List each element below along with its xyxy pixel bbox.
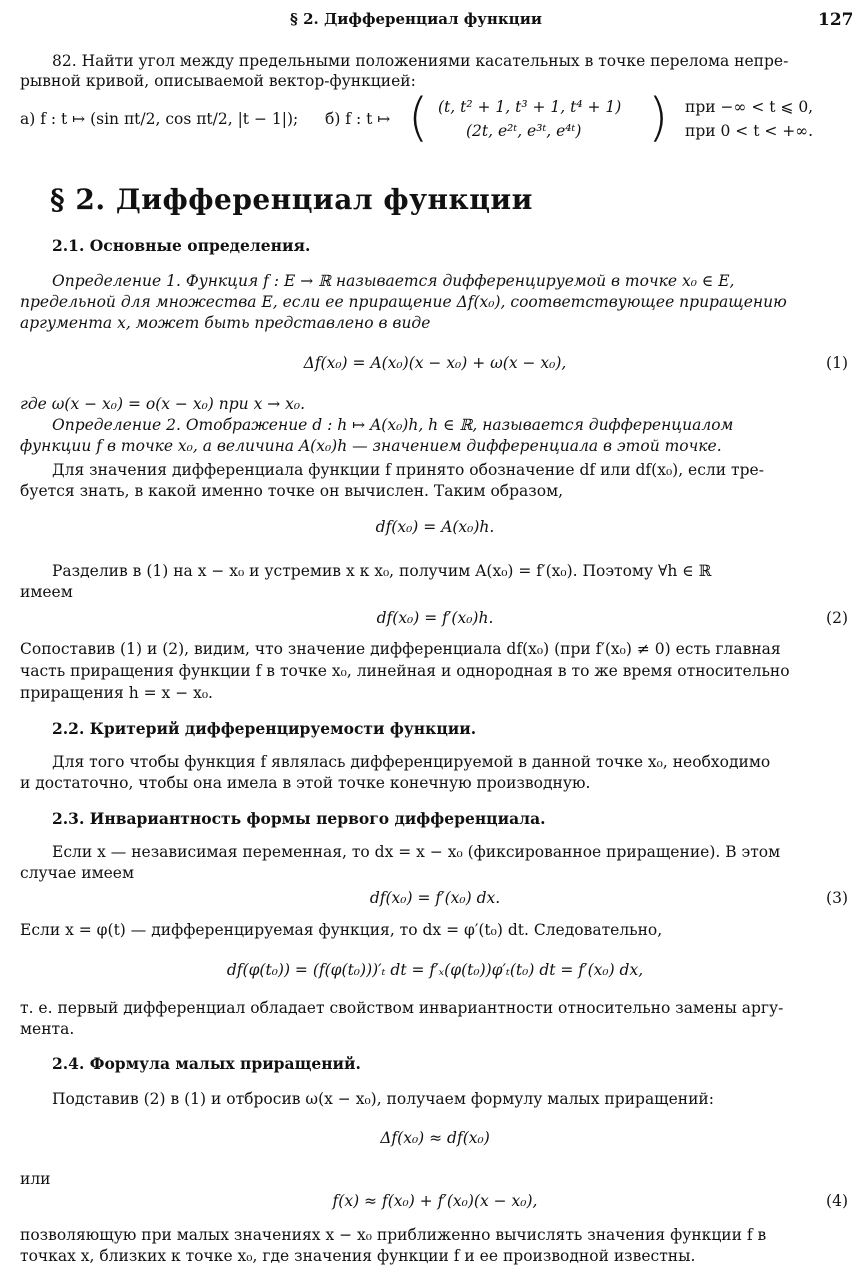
problem-b-row-1: (t, t² + 1, t³ + 1, t⁴ + 1) <box>438 98 622 116</box>
definition-1-line-1: Определение 1. Функция f : E → ℝ называется дифференцируемой в точке x₀ ∈ E, <box>52 272 735 290</box>
subsection-2-3-line-5: мента. <box>20 1020 75 1038</box>
page-number: 127 <box>818 10 854 30</box>
definition-2-line-1: Определение 2. Отображение d : h ↦ A(x₀)h, h ∈ ℝ, называется дифференциалом <box>52 416 734 434</box>
problem-b-row-2: (2t, e²ᵗ, e³ᵗ, e⁴ᵗ) <box>466 122 582 140</box>
equation-4-number: (4) <box>826 1192 848 1210</box>
subsection-2-3-line-2: случае имеем <box>20 864 135 882</box>
equation-df-a: df(x₀) = A(x₀)h. <box>375 518 495 536</box>
subsection-2-3-line-3: Если x = φ(t) — дифференцируемая функция, то dx = φ′(t₀) dt. Следовательно, <box>20 921 663 939</box>
section-title: § 2. Дифференциал функции <box>50 183 533 216</box>
equation-approx: Δf(x₀) ≈ df(x₀) <box>380 1129 490 1147</box>
paragraph-3-line-1: Сопоставив (1) и (2), видим, что значение дифференциала df(x₀) (при f′(x₀) ≠ 0) есть главная <box>20 640 781 658</box>
equation-3: df(x₀) = f′(x₀) dx. <box>369 889 501 907</box>
right-paren: ) <box>648 88 669 148</box>
definition-1-line-2: предельной для множества E, если ее приращение Δf(x₀), соответствующее приращению <box>20 293 787 311</box>
equation-2: df(x₀) = f′(x₀)h. <box>376 609 494 627</box>
paragraph-3-line-3: приращения h = x − x₀. <box>20 684 213 702</box>
paragraph-1-line-1: Для значения дифференциала функции f принято обозначение df или df(x₀), если тре- <box>52 461 764 479</box>
equation-4: f(x) ≈ f(x₀) + f′(x₀)(x − x₀), <box>332 1192 538 1210</box>
paragraph-1-line-2: буется знать, в какой именно точке он вычислен. Таким образом, <box>20 482 564 500</box>
paragraph-3-line-2: часть приращения функции f в точке x₀, линейная и однородная в то же время относительно <box>20 662 790 680</box>
problem-part-b-label: б) f : t ↦ <box>325 110 391 128</box>
subsection-2-4-heading: 2.4. Формула малых приращений. <box>52 1054 361 1073</box>
problem-b-cond-2: при 0 < t < +∞. <box>685 122 814 140</box>
problem-line-1: 82. Найти угол между предельными положениями касательных в точке перелома непре- <box>52 52 789 70</box>
subsection-2-1-heading: 2.1. Основные определения. <box>52 236 311 255</box>
where-clause: где ω(x − x₀) = o(x − x₀) при x → x₀. <box>20 395 306 413</box>
or-word: или <box>20 1170 51 1188</box>
subsection-2-2-line-2: и достаточно, чтобы она имела в этой точке конечную производную. <box>20 774 591 792</box>
left-paren: ( <box>408 88 429 148</box>
subsection-2-2-line-1: Для того чтобы функция f являлась дифференцируемой в данной точке x₀, необходимо <box>52 753 771 771</box>
paragraph-2-line-1: Разделив в (1) на x − x₀ и устремив x к x₀, получим A(x₀) = f′(x₀). Поэтому ∀h ∈ ℝ <box>52 562 712 580</box>
subsection-2-3-line-4: т. е. первый дифференциал обладает свойством инвариантности относительно замены аргу- <box>20 999 784 1017</box>
subsection-2-4-line-2: позволяющую при малых значениях x − x₀ приближенно вычислять значения функции f в <box>20 1226 767 1244</box>
equation-invariance: df(φ(t₀)) = (f(φ(t₀)))′ₜ dt = f′ₓ(φ(t₀))φ′ₜ(t₀) dt = f′(x₀) dx, <box>226 961 644 979</box>
equation-1-number: (1) <box>826 354 848 372</box>
subsection-2-3-line-1: Если x — независимая переменная, то dx = x − x₀ (фиксированное приращение). В этом <box>52 843 781 861</box>
subsection-2-4-line-1: Подставив (2) в (1) и отбросив ω(x − x₀), получаем формулу малых приращений: <box>52 1090 714 1108</box>
problem-line-2: рывной кривой, описываемой вектор-функцией: <box>20 72 416 90</box>
equation-3-number: (3) <box>826 889 848 907</box>
equation-2-number: (2) <box>826 609 848 627</box>
problem-part-a: а) f : t ↦ (sin πt/2, cos πt/2, |t − 1|); <box>20 110 299 128</box>
subsection-2-3-heading: 2.3. Инвариантность формы первого дифференциала. <box>52 809 546 828</box>
problem-b-cond-1: при −∞ < t ⩽ 0, <box>685 98 814 116</box>
subsection-2-2-heading: 2.2. Критерий дифференцируемости функции. <box>52 719 477 738</box>
subsection-2-4-line-3: точках x, близких к точке x₀, где значения функции f и ее производной известны. <box>20 1247 696 1265</box>
running-title: § 2. Дифференциал функции <box>290 10 543 28</box>
definition-1-line-3: аргумента x, может быть представлено в виде <box>20 314 431 332</box>
equation-1: Δf(x₀) = A(x₀)(x − x₀) + ω(x − x₀), <box>303 354 567 372</box>
definition-2-line-2: функции f в точке x₀, а величина A(x₀)h — значением дифференциала в этой точке. <box>20 437 722 455</box>
paragraph-2-line-2: имеем <box>20 583 73 601</box>
